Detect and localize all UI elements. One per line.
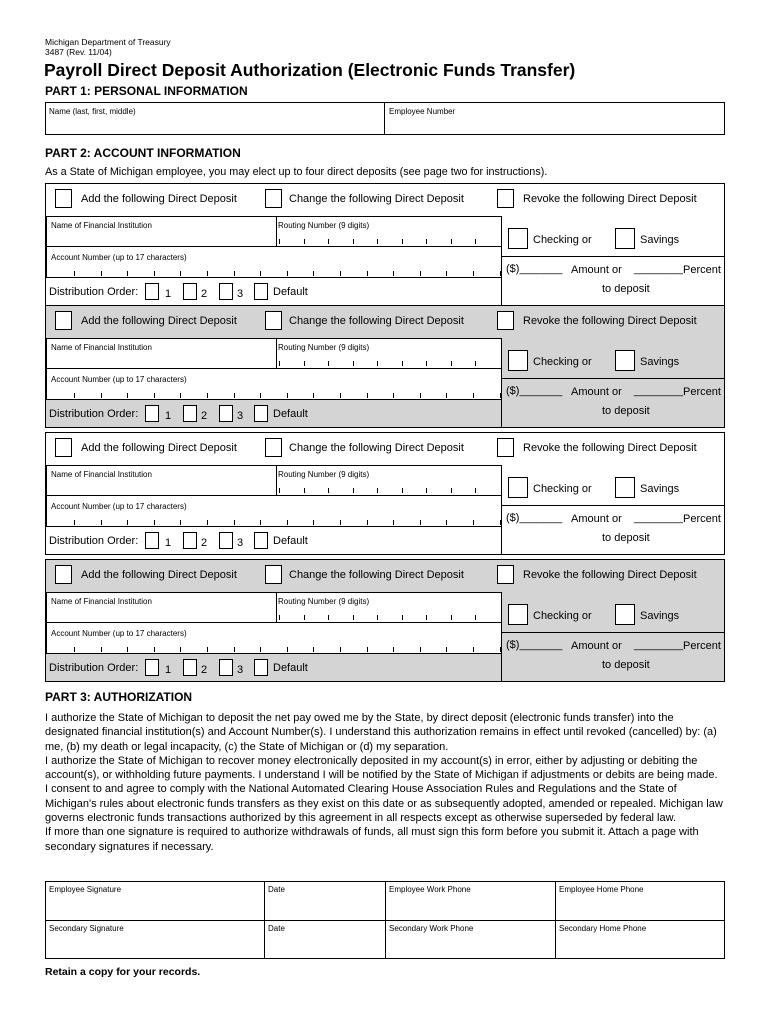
digit-tick [180,520,181,525]
add-deposit-checkbox[interactable] [55,565,72,584]
order-2-label: 2 [201,537,208,549]
distribution-order-label: Distribution Order: [49,535,139,547]
change-deposit-checkbox[interactable] [265,438,282,457]
part3-heading: PART 3: AUTHORIZATION [45,690,193,704]
order-2-checkbox[interactable] [183,283,197,300]
default-checkbox[interactable] [254,283,268,300]
order-2-label: 2 [201,288,208,300]
digit-tick [260,393,261,398]
divider [384,103,385,134]
digit-tick [207,271,208,276]
digit-tick [260,647,261,652]
order-2-label: 2 [201,664,208,676]
divider [501,592,502,681]
order-3-label: 3 [237,664,244,676]
digit-tick [367,647,368,652]
to-deposit-label: to deposit [602,659,650,671]
digit-tick [313,647,314,652]
deposit-section-4 [45,559,725,682]
default-checkbox[interactable] [254,659,268,676]
order-1-label: 1 [165,410,172,422]
digit-tick [154,520,155,525]
savings-checkbox[interactable] [615,228,635,249]
digit-tick [393,647,394,652]
digit-tick [446,271,447,276]
page-title: Payroll Direct Deposit Authorization (Electronic Funds Transfer) [44,60,576,80]
order-1-checkbox[interactable] [145,532,159,549]
digit-tick [353,488,354,493]
digit-tick [402,361,403,366]
employee-signature-field[interactable]: Employee Signature [49,885,122,894]
account-number-field[interactable]: Account Number (up to 17 characters) [51,253,187,262]
change-deposit-label: Change the following Direct Deposit [289,442,464,454]
auth-paragraph-2: I authorize the State of Michigan to recover money electronically deposited in my account(s) in error, either by adjusting or debiting the account(s), or withholding future payments. I understand I will be notified by the State of Michigan if adjustments or debits are being made. [45,754,718,782]
order-1-label: 1 [165,537,172,549]
digit-tick [475,361,476,366]
digit-tick [446,647,447,652]
percent-label: Percent [683,640,721,652]
deposit-section-3 [45,432,725,555]
digit-tick [74,393,75,398]
percent-field[interactable]: ________ [634,512,683,524]
digit-tick [304,361,305,366]
digit-tick [74,520,75,525]
secondary-signature-field[interactable]: Secondary Signature [49,924,124,933]
digit-tick [340,520,341,525]
routing-number-field[interactable]: Routing Number (9 digits) [278,597,370,606]
digit-tick [234,647,235,652]
add-deposit-checkbox[interactable] [55,189,72,208]
distribution-order-label: Distribution Order: [49,662,139,674]
digit-tick [313,520,314,525]
checking-checkbox[interactable] [508,604,528,625]
digit-tick [451,239,452,244]
digit-tick [451,615,452,620]
deposit-section-1 [45,183,725,306]
checking-label: Checking or [533,234,592,246]
retain-copy-note: Retain a copy for your records. [45,966,201,978]
digit-tick [279,615,280,620]
revoke-deposit-checkbox[interactable] [497,311,514,330]
digit-tick [451,361,452,366]
change-deposit-checkbox[interactable] [265,311,282,330]
digit-tick [180,393,181,398]
digit-tick [260,520,261,525]
order-1-checkbox[interactable] [145,405,159,422]
digit-tick [180,271,181,276]
secondary-home-phone-field[interactable]: Secondary Home Phone [559,924,647,933]
dollar-amount-field[interactable]: ($)_______ [506,639,563,651]
dollar-amount-field[interactable]: ($)_______ [506,512,563,524]
digit-tick [340,271,341,276]
distribution-order-label: Distribution Order: [49,286,139,298]
digit-tick [74,647,75,652]
agency-name: Michigan Department of Treasury [45,37,171,47]
default-label: Default [273,286,308,298]
agency-header [45,37,171,57]
signature-table [45,881,725,959]
divider [501,216,502,305]
digit-tick [287,647,288,652]
form-revision: 3487 (Rev. 11/04) [45,47,112,57]
digit-tick [367,393,368,398]
digit-tick [101,393,102,398]
savings-label: Savings [640,610,680,622]
account-detail-box [46,216,502,278]
order-1-checkbox[interactable] [145,659,159,676]
digit-tick [367,271,368,276]
change-deposit-label: Change the following Direct Deposit [289,569,464,581]
account-number-field[interactable]: Account Number (up to 17 characters) [51,375,187,384]
routing-digit-marks [277,360,501,366]
order-2-checkbox[interactable] [183,405,197,422]
digit-tick [377,615,378,620]
divider [501,256,725,257]
change-deposit-checkbox[interactable] [265,189,282,208]
employee-date-field[interactable]: Date [268,885,285,894]
part2-heading: PART 2: ACCOUNT INFORMATION [45,146,241,160]
employee-work-phone-field[interactable]: Employee Work Phone [389,885,471,894]
order-3-checkbox[interactable] [219,532,233,549]
savings-label: Savings [640,234,680,246]
digit-tick [279,361,280,366]
institution-name-field[interactable]: Name of Financial Institution [51,470,152,479]
to-deposit-label: to deposit [602,283,650,295]
checking-label: Checking or [533,610,592,622]
add-deposit-label: Add the following Direct Deposit [81,193,237,205]
revoke-deposit-label: Revoke the following Direct Deposit [523,569,697,581]
default-label: Default [273,535,308,547]
digit-tick [328,488,329,493]
digit-tick [473,393,474,398]
account-number-field[interactable]: Account Number (up to 17 characters) [51,629,187,638]
digit-tick [377,239,378,244]
employee-number-field[interactable]: Employee Number [389,107,456,116]
account-detail-box [46,592,502,654]
revoke-deposit-checkbox[interactable] [497,565,514,584]
part2-intro: As a State of Michigan employee, you may elect up to four direct deposits (see page two for instructions). [45,166,548,178]
percent-field[interactable]: ________ [634,385,683,397]
distribution-order-label: Distribution Order: [49,408,139,420]
digit-tick [127,520,128,525]
digit-tick [234,520,235,525]
digit-tick [127,393,128,398]
divider [47,622,501,623]
account-digit-marks [47,270,501,276]
routing-number-field[interactable]: Routing Number (9 digits) [278,343,370,352]
digit-tick [451,488,452,493]
account-digit-marks [47,519,501,525]
digit-tick [340,647,341,652]
savings-label: Savings [640,483,680,495]
percent-label: Percent [683,386,721,398]
add-deposit-label: Add the following Direct Deposit [81,569,237,581]
employee-home-phone-field[interactable]: Employee Home Phone [559,885,644,894]
digit-tick [426,239,427,244]
routing-digit-marks [277,614,501,620]
order-3-checkbox[interactable] [219,659,233,676]
savings-checkbox[interactable] [615,604,635,625]
part1-heading: PART 1: PERSONAL INFORMATION [45,84,248,98]
digit-tick [402,615,403,620]
order-2-checkbox[interactable] [183,659,197,676]
divider [47,246,501,247]
divider [501,378,725,379]
digit-tick [446,520,447,525]
revoke-deposit-checkbox[interactable] [497,189,514,208]
digit-tick [328,615,329,620]
digit-tick [402,488,403,493]
percent-field[interactable]: ________ [634,639,683,651]
to-deposit-label: to deposit [602,532,650,544]
digit-tick [207,647,208,652]
digit-tick [304,488,305,493]
digit-tick [426,488,427,493]
default-label: Default [273,408,308,420]
secondary-work-phone-field[interactable]: Secondary Work Phone [389,924,474,933]
digit-tick [377,361,378,366]
divider [501,505,725,506]
digit-tick [393,393,394,398]
digit-tick [313,393,314,398]
digit-tick [475,239,476,244]
routing-number-field[interactable]: Routing Number (9 digits) [278,470,370,479]
digit-tick [420,393,421,398]
digit-tick [353,361,354,366]
digit-tick [328,361,329,366]
default-label: Default [273,662,308,674]
routing-digit-marks [277,238,501,244]
digit-tick [393,271,394,276]
digit-tick [304,615,305,620]
percent-label: Percent [683,264,721,276]
savings-checkbox[interactable] [615,477,635,498]
digit-tick [154,271,155,276]
digit-tick [101,647,102,652]
checking-checkbox[interactable] [508,350,528,371]
digit-tick [260,271,261,276]
digit-tick [101,271,102,276]
name-field[interactable]: Name (last, first, middle) [49,107,136,116]
order-2-checkbox[interactable] [183,532,197,549]
digit-tick [74,271,75,276]
add-deposit-label: Add the following Direct Deposit [81,315,237,327]
digit-tick [313,271,314,276]
account-digit-marks [47,646,501,652]
institution-name-field[interactable]: Name of Financial Institution [51,343,152,352]
dollar-amount-field[interactable]: ($)_______ [506,263,563,275]
order-1-checkbox[interactable] [145,283,159,300]
revoke-deposit-label: Revoke the following Direct Deposit [523,193,697,205]
routing-number-field[interactable]: Routing Number (9 digits) [278,221,370,230]
digit-tick [279,488,280,493]
checking-label: Checking or [533,483,592,495]
order-1-label: 1 [165,288,172,300]
revoke-deposit-checkbox[interactable] [497,438,514,457]
add-deposit-label: Add the following Direct Deposit [81,442,237,454]
order-3-checkbox[interactable] [219,283,233,300]
add-deposit-checkbox[interactable] [55,311,72,330]
default-checkbox[interactable] [254,532,268,549]
digit-tick [180,647,181,652]
amount-or-label: Amount or [571,513,622,525]
digit-tick [377,488,378,493]
digit-tick [393,520,394,525]
checking-label: Checking or [533,356,592,368]
checking-checkbox[interactable] [508,477,528,498]
digit-tick [473,271,474,276]
order-3-label: 3 [237,410,244,422]
digit-tick [402,239,403,244]
deposit-section-2 [45,305,725,428]
digit-tick [207,520,208,525]
digit-tick [127,271,128,276]
digit-tick [287,393,288,398]
account-digit-marks [47,392,501,398]
savings-label: Savings [640,356,680,368]
personal-info-box [45,102,725,135]
order-3-label: 3 [237,537,244,549]
change-deposit-checkbox[interactable] [265,565,282,584]
digit-tick [234,271,235,276]
digit-tick [287,520,288,525]
digit-tick [340,393,341,398]
checking-checkbox[interactable] [508,228,528,249]
divider [501,632,725,633]
digit-tick [420,271,421,276]
account-number-field[interactable]: Account Number (up to 17 characters) [51,502,187,511]
digit-tick [353,615,354,620]
dollar-amount-field[interactable]: ($)_______ [506,385,563,397]
digit-tick [207,393,208,398]
account-detail-box [46,465,502,527]
routing-digit-marks [277,487,501,493]
digit-tick [154,393,155,398]
secondary-date-field[interactable]: Date [268,924,285,933]
digit-tick [127,647,128,652]
digit-tick [473,520,474,525]
digit-tick [367,520,368,525]
digit-tick [353,239,354,244]
order-1-label: 1 [165,664,172,676]
order-2-label: 2 [201,410,208,422]
digit-tick [420,520,421,525]
auth-paragraph-1: I authorize the State of Michigan to deposit the net pay owed me by the State, by direct deposit (electronic funds transfer) into the designated financial institution(s) and Account Number(s). I understand this authorization remains in effect until revoked (cancelled) by: (a) me, (b) my death or legal incapacity, (c) the State of Michigan or (d) my separation. [45,712,717,753]
digit-tick [426,361,427,366]
percent-field[interactable]: ________ [634,263,683,275]
divider [501,338,502,427]
digit-tick [446,393,447,398]
percent-label: Percent [683,513,721,525]
divider [47,368,501,369]
default-checkbox[interactable] [254,405,268,422]
digit-tick [234,393,235,398]
digit-tick [426,615,427,620]
auth-paragraph-4: If more than one signature is required to authorize withdrawals of funds, all must sign this form before you submit it. Attach a page with secondary signatures if necessary. [45,826,699,853]
amount-or-label: Amount or [571,386,622,398]
digit-tick [420,647,421,652]
digit-tick [475,615,476,620]
change-deposit-label: Change the following Direct Deposit [289,315,464,327]
digit-tick [328,239,329,244]
digit-tick [304,239,305,244]
order-3-checkbox[interactable] [219,405,233,422]
digit-tick [287,271,288,276]
auth-paragraph-3: I consent to and agree to comply with the National Automated Clearing House Association Rules and Regulations and the State of Michigan's rules about electronic funds transfers as they exist on this date or as subsequently adopted, amended or repealed. Michigan law governs electronic funds transactions authorized by this agreement in all respects except as otherwise superseded by federal law. [45,783,723,825]
add-deposit-checkbox[interactable] [55,438,72,457]
digit-tick [279,239,280,244]
divider [47,495,501,496]
digit-tick [101,520,102,525]
revoke-deposit-label: Revoke the following Direct Deposit [523,315,697,327]
to-deposit-label: to deposit [602,405,650,417]
institution-name-field[interactable]: Name of Financial Institution [51,597,152,606]
divider [501,465,502,554]
digit-tick [473,647,474,652]
digit-tick [475,488,476,493]
order-3-label: 3 [237,288,244,300]
amount-or-label: Amount or [571,640,622,652]
institution-name-field[interactable]: Name of Financial Institution [51,221,152,230]
digit-tick [154,647,155,652]
revoke-deposit-label: Revoke the following Direct Deposit [523,442,697,454]
savings-checkbox[interactable] [615,350,635,371]
amount-or-label: Amount or [571,264,622,276]
authorization-text [45,711,725,854]
account-detail-box [46,338,502,400]
change-deposit-label: Change the following Direct Deposit [289,193,464,205]
